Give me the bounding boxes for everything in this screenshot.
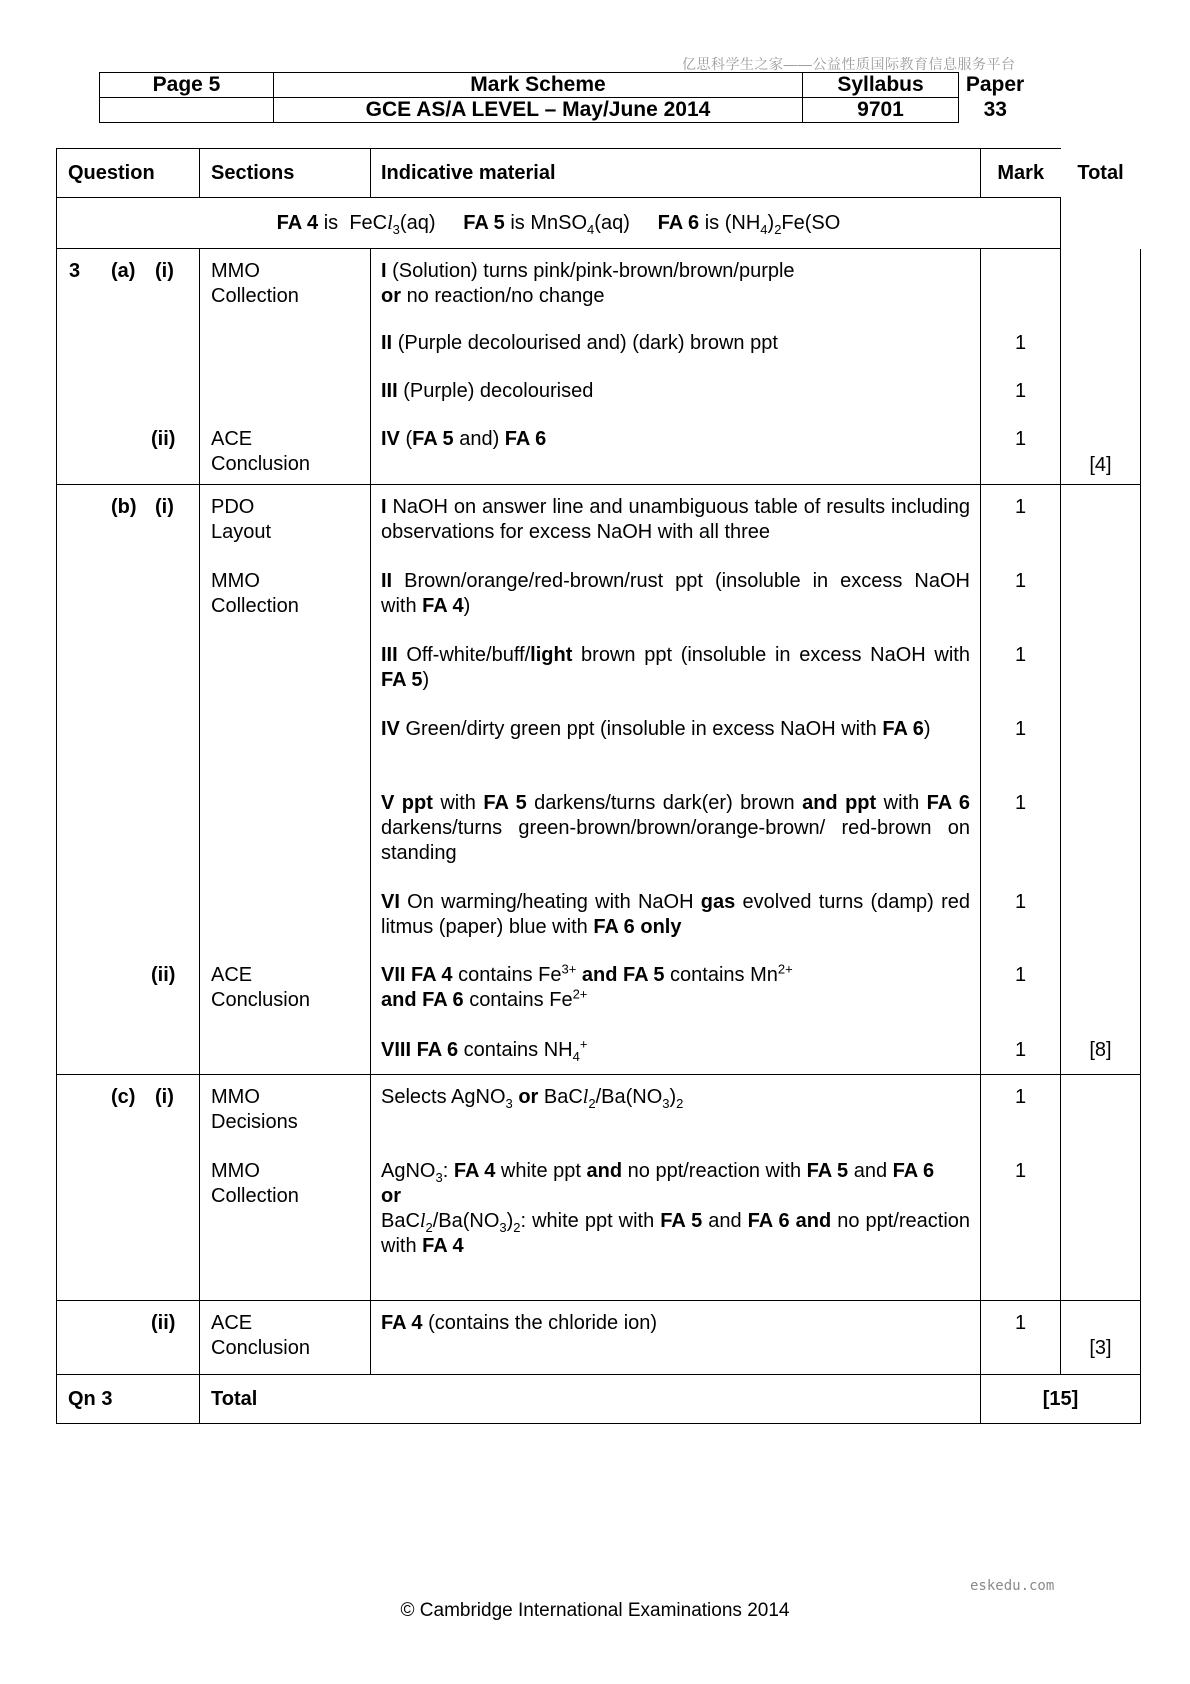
section-skill: ACE: [211, 428, 253, 450]
fa5-aq: (aq): [594, 211, 630, 234]
point-I: [381, 495, 970, 545]
mark-VII: 1: [1014, 964, 1027, 986]
mark-III: 1: [1014, 380, 1027, 402]
fa-label: FA 5: [660, 1210, 703, 1232]
section-skill: MMO: [211, 1086, 260, 1108]
emph-word: and: [586, 1160, 623, 1182]
intro-cell: [57, 198, 1061, 249]
charge: 2+: [777, 961, 793, 977]
charge: 3+: [561, 961, 577, 977]
watermark-text: 亿思科学生之家——公益性质国际教育信息服务平台: [682, 56, 1016, 72]
intro-is: is: [323, 211, 339, 234]
fa6-paren: ): [767, 211, 775, 234]
fa4-aq: (aq): [399, 211, 436, 234]
subtotal-b: [8]: [1089, 1039, 1112, 1061]
point-VIII: [381, 1038, 970, 1063]
col-mark: Mark: [981, 149, 1061, 198]
point-num: I: [381, 260, 387, 282]
intro-is: is: [704, 211, 720, 234]
fa-label: FA 6: [422, 989, 464, 1011]
point-num: VI: [381, 891, 400, 913]
q3b-indicative-cell: [371, 485, 981, 1075]
point-text: (Purple decolourised and) (dark) brown ppt: [397, 332, 778, 354]
q3a-indicative-cell: [371, 249, 981, 485]
fa-label: FA 5: [483, 792, 527, 814]
q3a-sections-cell: [200, 249, 371, 485]
fa5-formula: MnSO: [530, 211, 588, 234]
point-text: white ppt: [500, 1160, 581, 1182]
point-V: [381, 791, 970, 866]
point-agno3: [381, 1159, 970, 1259]
point-num: IV: [381, 718, 400, 740]
point-I: [381, 259, 795, 309]
fa-label: FA 5: [622, 964, 665, 986]
fa-label: FA 4: [453, 1160, 496, 1182]
paper-code: 33: [983, 98, 1007, 121]
subtotal-c: [3]: [1089, 1337, 1112, 1359]
q-part-c: (c): [111, 1086, 136, 1108]
point-text: darkens/turns dark(er) brown: [534, 792, 795, 814]
point-num: V: [381, 792, 395, 814]
subscript: 2: [513, 1220, 521, 1235]
mark-agno3: 1: [1014, 1160, 1027, 1182]
point-II: [381, 331, 778, 356]
point-text: darkens/turns green-brown/brown/orange-brown/ red-brown on standing: [381, 817, 970, 864]
q3c-total-cell: [1061, 1075, 1141, 1301]
point-num: III: [381, 644, 398, 666]
section-ace-conclusion: [211, 963, 310, 1013]
row-3b: [57, 485, 1141, 1075]
q3b-mark-cell: [981, 485, 1061, 1075]
col-total: Total: [1077, 161, 1124, 184]
fa6-formula: (NH: [724, 211, 761, 234]
point-text: with: [440, 792, 476, 814]
point-text: : white ppt with: [520, 1210, 655, 1232]
point-select: [381, 1085, 970, 1110]
point-text: and: [708, 1210, 742, 1232]
charge: 2+: [572, 986, 588, 1002]
fa6-label: FA 6: [657, 211, 700, 234]
total-blank: [371, 1375, 981, 1424]
point-text: NaOH on answer line and unambiguous table of results including observations for excess NaOH with all three: [381, 496, 970, 543]
point-text: contains Fe: [458, 964, 562, 986]
fa-label: FA 6 only: [593, 916, 682, 938]
point-text: (: [405, 428, 413, 450]
site-watermark: eskedu.com: [970, 1578, 1055, 1594]
section-area: Conclusion: [211, 1337, 310, 1359]
total-row: [57, 1375, 1141, 1424]
grand-total: [15]: [981, 1375, 1141, 1424]
point-text: (Solution) turns pink/pink-brown/brown/purple: [392, 260, 795, 282]
mark-scheme-table: [56, 148, 1141, 1424]
row-3a: [57, 249, 1141, 485]
section-area: Decisions: [211, 1111, 298, 1133]
section-skill: MMO: [211, 1160, 260, 1182]
fa-label: FA 4: [381, 1312, 423, 1334]
section-area: Conclusion: [211, 989, 310, 1011]
mark-I: 1: [1014, 496, 1027, 518]
fa-label: FA 6: [892, 1160, 935, 1182]
mark-select: 1: [1014, 1086, 1027, 1108]
point-text: (Purple) decolourised: [403, 380, 594, 402]
q3a-question-cell: [57, 249, 200, 485]
mark-VIII: 1: [1014, 1039, 1027, 1061]
section-skill: MMO: [211, 570, 260, 592]
point-text: contains Mn: [670, 964, 778, 986]
section-skill: PDO: [211, 496, 255, 518]
fa-label: FA 4: [422, 1235, 464, 1257]
point-text: /Ba(NO: [595, 1086, 663, 1108]
point-num: II: [381, 570, 393, 592]
section-skill: MMO: [211, 260, 260, 282]
col-indicative: Indicative material: [371, 149, 981, 198]
or-word: or: [381, 285, 401, 307]
point-text: AgNO: [381, 1160, 436, 1182]
mark-II: 1: [1014, 570, 1027, 592]
section-mmo-decisions: [211, 1085, 298, 1135]
point-text: Brown/orange/red-brown/rust ppt (insoluble in excess NaOH with: [381, 570, 970, 617]
q3c-ii-sections-cell: [200, 1301, 371, 1375]
mark-IV: 1: [1014, 428, 1027, 450]
syllabus-code: 9701: [803, 98, 959, 123]
subscript: 2: [676, 1096, 684, 1111]
q-sub-c-i: (i): [155, 1086, 174, 1108]
fa-label: FA 6: [416, 1039, 459, 1061]
intro-row: [57, 198, 1141, 249]
point-text: l: [582, 1086, 589, 1108]
section-area: Layout: [211, 521, 272, 543]
header-table: [99, 72, 1032, 123]
section-area: Collection: [211, 285, 299, 307]
emph-word: and: [581, 964, 618, 986]
emph-word: and ppt: [802, 792, 877, 814]
point-text: On warming/heating with NaOH: [407, 891, 694, 913]
point-text: ): [463, 595, 471, 617]
section-area: Conclusion: [211, 453, 310, 475]
point-VI: [381, 890, 970, 940]
section-area: Collection: [211, 595, 299, 617]
row-3c-ii: [57, 1301, 1141, 1375]
point-text: brown ppt (insoluble in excess NaOH with: [581, 644, 970, 666]
subscript: 4: [572, 1049, 580, 1064]
section-ace-conclusion: [211, 427, 310, 477]
point-text: Green/dirty green ppt (insoluble in excess NaOH with: [405, 718, 877, 740]
page-label: Page 5: [100, 73, 274, 98]
point-text: ): [422, 669, 430, 691]
q3c-ii-mark-cell: [981, 1301, 1061, 1375]
point-text: ): [506, 1210, 514, 1232]
point-IV: [381, 717, 970, 742]
emph-word: ppt: [401, 792, 433, 814]
fa-label: FA 5: [412, 428, 454, 450]
mark-chloride: 1: [1014, 1312, 1027, 1334]
fa4-label: FA 4: [276, 211, 319, 234]
fa-label: FA 6: [504, 428, 547, 450]
q3b-total-cell: [1061, 485, 1141, 1075]
q3a-mark-cell: [981, 249, 1061, 485]
col-question: Question: [57, 149, 200, 198]
total-label: Total: [200, 1375, 371, 1424]
mark-III: 1: [1014, 644, 1027, 666]
q-sub-a-ii: (ii): [151, 428, 176, 450]
fa-label: FA 5: [806, 1160, 849, 1182]
fa4-formula-l: l: [387, 211, 393, 234]
point-VII: [381, 963, 970, 1013]
point-text: no ppt/reaction with: [627, 1160, 802, 1182]
emph-word: gas: [700, 891, 736, 913]
mark-VI: 1: [1014, 891, 1027, 913]
mark-IV: 1: [1014, 718, 1027, 740]
fa4-sub: 3: [392, 221, 400, 237]
point-text: contains Fe: [469, 989, 573, 1011]
point-text: /Ba(NO: [432, 1210, 500, 1232]
section-skill: ACE: [211, 964, 253, 986]
q3c-ii-indicative-cell: [371, 1301, 981, 1375]
point-text: and): [459, 428, 500, 450]
point-num: IV: [381, 428, 400, 450]
point-text: with: [883, 792, 920, 814]
point-III: [381, 379, 593, 404]
fa4-formula: FeC: [349, 211, 388, 234]
section-ace-conclusion: [211, 1301, 370, 1361]
mark-II: 1: [1014, 332, 1027, 354]
or-word: or: [518, 1086, 539, 1108]
fa5-label: FA 5: [463, 211, 505, 234]
fa5-sub: 4: [587, 221, 595, 237]
or-word: or: [381, 1185, 401, 1207]
subscript: 2: [425, 1220, 433, 1235]
point-num: I: [381, 496, 387, 518]
q3c-sections-cell: [200, 1075, 371, 1301]
point-text: (contains the chloride ion): [428, 1312, 658, 1334]
header-blank: [100, 98, 274, 123]
copyright-footer: © Cambridge International Examinations 2014: [400, 1600, 790, 1621]
q3c-ii-question-cell: [57, 1301, 200, 1375]
subscript: 3: [499, 1220, 507, 1235]
emph-word: light: [530, 644, 573, 666]
q-sub-b-ii: (ii): [151, 964, 176, 986]
intro-is: is: [510, 211, 525, 234]
point-text: ): [923, 718, 931, 740]
emph-word: and: [795, 1210, 832, 1232]
point-num: VIII: [381, 1039, 412, 1061]
fa-label: FA 6: [926, 792, 971, 814]
fa-label: FA 5: [381, 669, 423, 691]
subtotal-a: [4]: [1089, 453, 1112, 476]
point-text: evolved turns (damp) red litmus (paper) blue with: [381, 891, 970, 938]
section-mmo-collection: [211, 1159, 299, 1209]
intro-total-blank: [1061, 198, 1141, 249]
q3b-question-cell: [57, 485, 200, 1075]
point-num: II: [381, 332, 393, 354]
q3c-ii-total-cell: [1061, 1301, 1141, 1375]
q-sub-b-i: (i): [155, 496, 174, 518]
paper-label: Paper: [965, 73, 1025, 96]
point-text: Off-white/buff/: [406, 644, 531, 666]
fa6-fe: Fe(SO: [781, 211, 841, 234]
fa-label: FA 4: [422, 595, 464, 617]
point-text: ): [669, 1086, 677, 1108]
q-part-b: (b): [111, 496, 137, 518]
section-pdo-layout: [211, 495, 271, 545]
q3c-indicative-cell: [371, 1075, 981, 1301]
q3a-total-cell: [1061, 249, 1141, 485]
fa-label: FA 6: [882, 718, 924, 740]
q3b-sections-cell: [200, 485, 371, 1075]
fa-label: FA 4: [411, 964, 453, 986]
charge: +: [579, 1036, 588, 1052]
point-text: BaC: [381, 1210, 420, 1232]
fa6-sub2: 2: [774, 221, 782, 237]
subscript: 2: [588, 1096, 596, 1111]
section-mmo-collection: [211, 259, 299, 309]
column-header-row: [57, 149, 1141, 198]
syllabus-label: Syllabus: [803, 73, 959, 98]
q-sub-c-ii: (ii): [151, 1312, 176, 1334]
point-text: BaC: [543, 1086, 583, 1108]
subscript: 3: [505, 1096, 513, 1111]
point-text: Selects AgNO: [381, 1086, 506, 1108]
exam-title: GCE AS/A LEVEL – May/June 2014: [274, 98, 803, 123]
section-skill: ACE: [211, 1312, 253, 1334]
point-text: contains NH: [463, 1039, 573, 1061]
point-chloride: [381, 1301, 970, 1336]
mark-V: 1: [1014, 792, 1027, 814]
section-mmo-collection: [211, 569, 299, 619]
doc-title: Mark Scheme: [274, 73, 803, 98]
point-text: :: [442, 1160, 449, 1182]
q-sub-a-i: (i): [155, 260, 174, 282]
row-3c-i: [57, 1075, 1141, 1301]
total-qn-label: Qn 3: [57, 1375, 200, 1424]
fa6-sub1: 4: [760, 221, 768, 237]
point-text: l: [419, 1210, 426, 1232]
q-part-a: (a): [111, 260, 136, 282]
col-sections: Sections: [200, 149, 371, 198]
point-III: [381, 643, 970, 693]
point-II: [381, 569, 970, 619]
fa-label: FA 6: [747, 1210, 790, 1232]
emph-word: and: [381, 989, 417, 1011]
subscript: 3: [435, 1170, 443, 1185]
section-area: Collection: [211, 1185, 299, 1207]
point-IV: [381, 427, 546, 452]
q3c-question-cell: [57, 1075, 200, 1301]
point-num: VII: [381, 964, 406, 986]
point-text: no ppt/reaction with: [381, 1210, 971, 1257]
q-number: 3: [69, 260, 81, 282]
point-text: no reaction/no change: [406, 285, 605, 307]
point-text: and: [853, 1160, 888, 1182]
q3c-mark-cell: [981, 1075, 1061, 1301]
subscript: 3: [662, 1096, 670, 1111]
point-num: III: [381, 380, 398, 402]
